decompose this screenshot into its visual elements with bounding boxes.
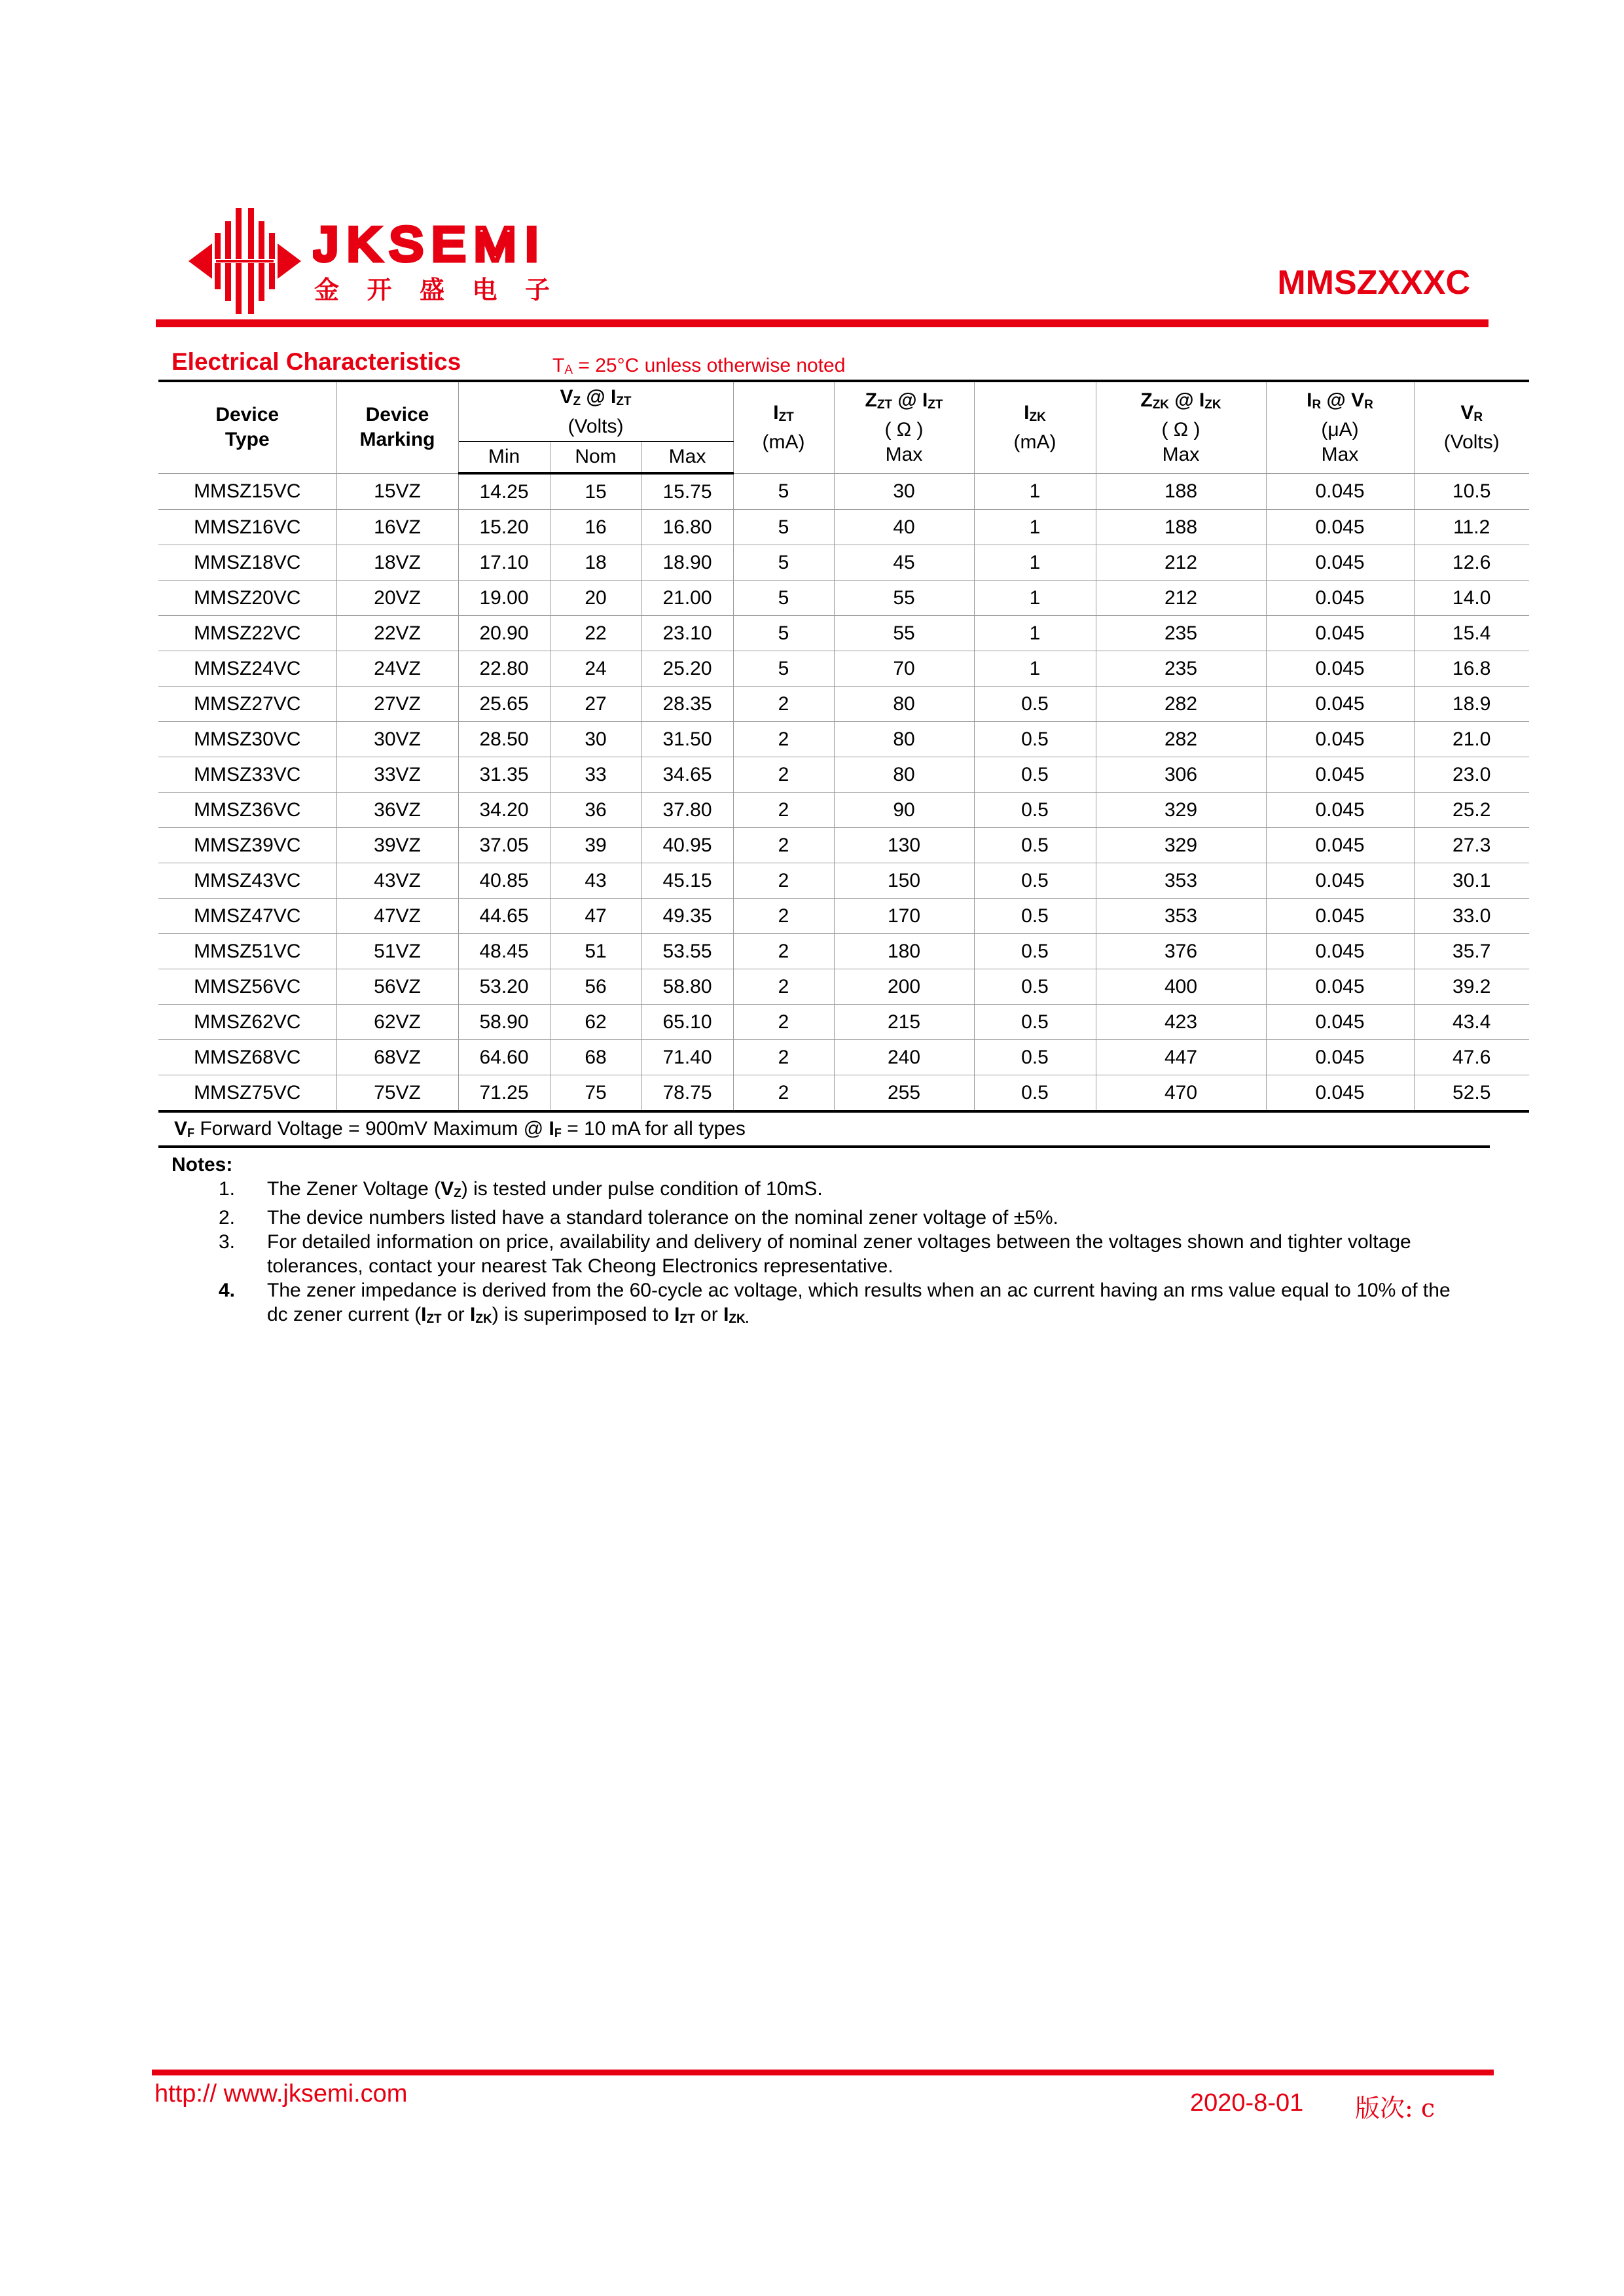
table-cell: 62VZ <box>336 1005 458 1040</box>
table-cell: 329 <box>1096 828 1266 863</box>
header-vz-nom: Nom <box>550 442 641 474</box>
table-cell: 0.5 <box>974 828 1096 863</box>
table-row <box>158 687 1529 722</box>
table-cell: 470 <box>1096 1075 1266 1112</box>
table-cell: 130 <box>834 828 974 863</box>
table-cell: 55 <box>834 616 974 651</box>
header-divider <box>156 319 1489 327</box>
table-cell: 0.045 <box>1266 828 1414 863</box>
table-cell: 282 <box>1096 687 1266 722</box>
table-cell: 0.5 <box>974 934 1096 969</box>
table-cell: 2 <box>733 1040 834 1075</box>
table-cell: 212 <box>1096 545 1266 581</box>
table-cell: 27VZ <box>336 687 458 722</box>
table-cell: 28.35 <box>641 687 733 722</box>
table-cell: 18 <box>550 545 641 581</box>
footer-website-link[interactable]: http:// www.jksemi.com <box>154 2080 408 2108</box>
table-cell: 18VZ <box>336 545 458 581</box>
table-cell: 2 <box>733 969 834 1005</box>
table-row <box>158 899 1529 934</box>
table-cell: 40.95 <box>641 828 733 863</box>
footer-divider <box>152 2070 1494 2075</box>
table-cell: 306 <box>1096 757 1266 793</box>
table-cell: 52.5 <box>1414 1075 1529 1112</box>
table-cell: 44.65 <box>458 899 550 934</box>
table-cell: 21.0 <box>1414 722 1529 757</box>
table-cell: 48.45 <box>458 934 550 969</box>
table-row <box>158 651 1529 687</box>
table-cell: MMSZ33VC <box>158 757 336 793</box>
table-cell: 37.05 <box>458 828 550 863</box>
table-cell: 14.0 <box>1414 581 1529 616</box>
table-cell: 68VZ <box>336 1040 458 1075</box>
table-cell: 53.55 <box>641 934 733 969</box>
header-vz-min: Min <box>458 442 550 474</box>
table-cell: 14.25 <box>458 473 550 510</box>
table-cell: 2 <box>733 1005 834 1040</box>
table-cell: 80 <box>834 687 974 722</box>
table-cell: 65.10 <box>641 1005 733 1040</box>
table-cell: 170 <box>834 899 974 934</box>
table-cell: 0.5 <box>974 1075 1096 1112</box>
table-cell: MMSZ30VC <box>158 722 336 757</box>
table-cell: 15.4 <box>1414 616 1529 651</box>
table-cell: 0.5 <box>974 899 1096 934</box>
table-cell: 53.20 <box>458 969 550 1005</box>
table-row <box>158 1005 1529 1040</box>
table-cell: MMSZ43VC <box>158 863 336 899</box>
table-cell: 19.00 <box>458 581 550 616</box>
table-cell: MMSZ18VC <box>158 545 336 581</box>
table-cell: 2 <box>733 934 834 969</box>
table-cell: 215 <box>834 1005 974 1040</box>
electrical-characteristics-table <box>158 380 1500 1148</box>
table-cell: 5 <box>733 651 834 687</box>
table-cell: 39VZ <box>336 828 458 863</box>
table-cell: 0.5 <box>974 1040 1096 1075</box>
header-zener-voltage: VZ @ IZT (Volts) <box>458 381 733 442</box>
table-cell: MMSZ75VC <box>158 1075 336 1112</box>
table-cell: 5 <box>733 616 834 651</box>
table-row <box>158 1040 1529 1075</box>
brand-cn-char: 开 <box>367 275 392 304</box>
table-row <box>158 828 1529 863</box>
table-cell: 2 <box>733 722 834 757</box>
table-cell: 212 <box>1096 581 1266 616</box>
table-cell: 16VZ <box>336 510 458 545</box>
table-cell: 43.4 <box>1414 1005 1529 1040</box>
table-cell: 188 <box>1096 510 1266 545</box>
brand-name: JKSEMI <box>313 221 547 267</box>
table-cell: MMSZ68VC <box>158 1040 336 1075</box>
table-cell: 0.5 <box>974 1005 1096 1040</box>
table-cell: 18.90 <box>641 545 733 581</box>
header-izk: IZK (mA) <box>974 381 1096 473</box>
table-cell: 20.90 <box>458 616 550 651</box>
table-cell: 16.8 <box>1414 651 1529 687</box>
table-cell: 1 <box>974 510 1096 545</box>
table-cell: 255 <box>834 1075 974 1112</box>
table-cell: 10.5 <box>1453 480 1491 502</box>
header-device-marking: Device Marking <box>336 381 458 473</box>
table-cell: 0.045 <box>1266 934 1414 969</box>
table-cell: 47VZ <box>336 899 458 934</box>
table-cell: MMSZ39VC <box>158 828 336 863</box>
table-cell: 15.75 <box>641 473 733 510</box>
table-cell: 235 <box>1096 651 1266 687</box>
brand-chinese-name <box>314 269 550 306</box>
table-cell: 188 <box>1096 473 1266 510</box>
table-cell: 2 <box>733 793 834 828</box>
table-cell: 33VZ <box>336 757 458 793</box>
table-cell: 0.045 <box>1266 510 1414 545</box>
forward-voltage-note: VF Forward Voltage = 900mV Maximum @ IF = 10 mA for all types <box>158 1113 1490 1148</box>
table-cell: 35.7 <box>1414 934 1529 969</box>
table-cell: 20 <box>550 581 641 616</box>
header-zzt: ZZT @ IZT ( Ω ) Max <box>834 381 974 473</box>
table-cell: 20VZ <box>336 581 458 616</box>
table-cell: 0.045 <box>1266 969 1414 1005</box>
table-cell: 0.045 <box>1266 473 1414 510</box>
table-cell: 90 <box>834 793 974 828</box>
table-cell: 0.045 <box>1266 1075 1414 1112</box>
table-cell: 34.65 <box>641 757 733 793</box>
brand-cn-char: 电 <box>472 275 497 304</box>
table-cell: 58.80 <box>641 969 733 1005</box>
table-cell: 47 <box>550 899 641 934</box>
table-cell: 22VZ <box>336 616 458 651</box>
table-cell: 5 <box>733 473 834 510</box>
table-cell: 11.2 <box>1414 510 1529 545</box>
footer-revision: 版次: c <box>1355 2094 1435 2123</box>
table-cell: 15.20 <box>458 510 550 545</box>
table-cell: 43VZ <box>336 863 458 899</box>
table-cell: 64.60 <box>458 1040 550 1075</box>
header-ir: IR @ VR (μA) Max <box>1266 381 1414 473</box>
table-cell: 0.5 <box>974 969 1096 1005</box>
table-body <box>158 473 1529 1111</box>
table-cell: 24 <box>550 651 641 687</box>
table-cell: 71.25 <box>458 1075 550 1112</box>
table-cell: 0.5 <box>974 863 1096 899</box>
header-zzk: ZZK @ IZK ( Ω ) Max <box>1096 381 1266 473</box>
table-cell: MMSZ62VC <box>158 1005 336 1040</box>
table-cell: 2 <box>733 899 834 934</box>
table-row <box>158 581 1529 616</box>
table-cell: 200 <box>834 969 974 1005</box>
jksemi-logo-icon <box>189 208 301 314</box>
table-cell: MMSZ15VC <box>158 473 336 510</box>
table-cell: 34.20 <box>458 793 550 828</box>
table-cell: 2 <box>733 757 834 793</box>
note-item: 3. For detailed information on price, availability and delivery of nominal zener voltages between the voltages shown and tighter voltage tolerances, contact your nearest Tak Cheong Electronics representative. <box>219 1231 1411 1277</box>
table-cell: MMSZ20VC <box>158 581 336 616</box>
table-cell: 18.9 <box>1414 687 1529 722</box>
brand-wordmark <box>313 221 549 267</box>
section-title: Electrical Characteristics <box>171 348 461 375</box>
table-cell: 56 <box>550 969 641 1005</box>
table-cell: 5 <box>733 510 834 545</box>
table-cell: 80 <box>834 757 974 793</box>
table-cell: 40.85 <box>458 863 550 899</box>
table-cell: 0.045 <box>1266 793 1414 828</box>
table-cell: 27.3 <box>1414 828 1529 863</box>
table-cell: 31.35 <box>458 757 550 793</box>
table-row <box>158 510 1529 545</box>
brand-cn-char: 盛 <box>419 275 444 304</box>
table-cell: 240 <box>834 1040 974 1075</box>
table-cell: 15 <box>550 473 641 510</box>
table-cell: 0.5 <box>974 793 1096 828</box>
table-cell: 70 <box>834 651 974 687</box>
table-row <box>158 934 1529 969</box>
table-cell: 75 <box>550 1075 641 1112</box>
table-cell: 68 <box>550 1040 641 1075</box>
table-cell: 0.045 <box>1266 899 1414 934</box>
table-cell: 75VZ <box>336 1075 458 1112</box>
table-row <box>158 1075 1529 1112</box>
table-cell: 353 <box>1096 863 1266 899</box>
table-cell: 80 <box>834 722 974 757</box>
table-row <box>158 757 1529 793</box>
table-cell: 150 <box>834 863 974 899</box>
header-vr: VR (Volts) <box>1414 381 1529 473</box>
table-cell: 5 <box>733 581 834 616</box>
table-cell: 16.80 <box>641 510 733 545</box>
table-row <box>158 793 1529 828</box>
table-cell: 0.5 <box>974 722 1096 757</box>
table-cell: 23.10 <box>641 616 733 651</box>
table-row <box>158 863 1529 899</box>
table-cell: 0.045 <box>1266 581 1414 616</box>
table-cell: 51VZ <box>336 934 458 969</box>
table-cell: 28.50 <box>458 722 550 757</box>
table-cell: 2 <box>733 1075 834 1112</box>
table-cell: 0.045 <box>1266 687 1414 722</box>
table-cell: 0.045 <box>1266 863 1414 899</box>
table-cell: 0.045 <box>1266 722 1414 757</box>
header-izt: IZT (mA) <box>733 381 834 473</box>
notes-title: Notes: <box>171 1154 233 1175</box>
table-cell: MMSZ27VC <box>158 687 336 722</box>
header-device-type: Device Type <box>158 381 336 473</box>
table-cell: MMSZ56VC <box>158 969 336 1005</box>
table-cell: 36VZ <box>336 793 458 828</box>
table-row <box>158 545 1529 581</box>
table-cell: 282 <box>1096 722 1266 757</box>
table-cell: 25.2 <box>1414 793 1529 828</box>
section-condition: $T_A = 25^\circ C$ unless otherwise noted <box>552 355 846 377</box>
table-cell: 180 <box>834 934 974 969</box>
table-cell: 22 <box>550 616 641 651</box>
table-cell: 56VZ <box>336 969 458 1005</box>
note-item: 1. The Zener Voltage (VZ) is tested under pulse condition of 10mS. <box>219 1178 823 1200</box>
table-row <box>158 616 1529 651</box>
table-cell: 30 <box>550 722 641 757</box>
table-cell: 47.6 <box>1414 1040 1529 1075</box>
table-cell: 0.5 <box>974 687 1096 722</box>
table-cell: 78.75 <box>641 1075 733 1112</box>
table-cell: 0.045 <box>1266 545 1414 581</box>
table-cell: MMSZ47VC <box>158 899 336 934</box>
table-cell: 353 <box>1096 899 1266 934</box>
table-cell: 55 <box>834 581 974 616</box>
table-cell: 5 <box>733 545 834 581</box>
table-cell: 15VZ <box>336 473 458 510</box>
table-cell: 25.20 <box>641 651 733 687</box>
brand-cn-char: 金 <box>314 275 340 304</box>
table-cell: 30.1 <box>1414 863 1529 899</box>
table-cell: 22.80 <box>458 651 550 687</box>
table-cell: 37.80 <box>641 793 733 828</box>
part-number-title: MMSZXXXC <box>1277 264 1470 302</box>
table-cell: 23.0 <box>1414 757 1529 793</box>
table-cell: 12.6 <box>1414 545 1529 581</box>
table-cell: 36 <box>550 793 641 828</box>
table-cell: 39 <box>550 828 641 863</box>
table-cell: 30 <box>834 473 974 510</box>
table-cell: 376 <box>1096 934 1266 969</box>
table-cell: 45.15 <box>641 863 733 899</box>
table-cell: 1 <box>974 616 1096 651</box>
table-cell: 33 <box>550 757 641 793</box>
table-cell: 33.0 <box>1414 899 1529 934</box>
table-cell: 400 <box>1096 969 1266 1005</box>
table-cell: 31.50 <box>641 722 733 757</box>
brand-cn-char: 子 <box>524 275 550 304</box>
notes-section <box>171 1153 1474 1331</box>
table-cell: 45 <box>834 545 974 581</box>
table-cell: 2 <box>733 863 834 899</box>
table-cell: 21.00 <box>641 581 733 616</box>
table-cell: 16 <box>550 510 641 545</box>
table-cell: 1 <box>974 581 1096 616</box>
table-cell: 39.2 <box>1414 969 1529 1005</box>
table-cell: 1 <box>974 651 1096 687</box>
table-cell: MMSZ51VC <box>158 934 336 969</box>
table-cell: 0.045 <box>1266 616 1414 651</box>
table-cell: 25.65 <box>458 687 550 722</box>
table-cell: 423 <box>1096 1005 1266 1040</box>
table-cell: 0.045 <box>1266 757 1414 793</box>
table-cell: 0.045 <box>1266 651 1414 687</box>
footer-date: 2020-8-01 <box>1190 2089 1304 2117</box>
note-item: 2. The device numbers listed have a standard tolerance on the nominal zener voltage of ±5%. <box>219 1207 1058 1229</box>
table-cell: 235 <box>1096 616 1266 651</box>
table-row <box>158 473 1529 510</box>
table-cell: 2 <box>733 687 834 722</box>
table-cell: 51 <box>550 934 641 969</box>
table-cell: 447 <box>1096 1040 1266 1075</box>
table-cell: 1 <box>974 473 1096 510</box>
table-cell: MMSZ16VC <box>158 510 336 545</box>
table-cell: 62 <box>550 1005 641 1040</box>
table-cell: 24VZ <box>336 651 458 687</box>
table-row <box>158 722 1529 757</box>
table-cell: 71.40 <box>641 1040 733 1075</box>
table-cell: 49.35 <box>641 899 733 934</box>
table-row <box>158 969 1529 1005</box>
table-cell: 329 <box>1096 793 1266 828</box>
table-cell: 0.5 <box>974 757 1096 793</box>
table-cell: MMSZ36VC <box>158 793 336 828</box>
table-cell: 1 <box>974 545 1096 581</box>
table-cell: 58.90 <box>458 1005 550 1040</box>
table-cell: 43 <box>550 863 641 899</box>
table-cell: 17.10 <box>458 545 550 581</box>
table-cell: 2 <box>733 828 834 863</box>
note-item: 4. The zener impedance is derived from the 60-cycle ac voltage, which results when an ac current having an rms value equal to 10% of the dc zener current (IZT or IZK) is superimposed to IZT or IZK. <box>219 1280 1451 1326</box>
table-cell: 40 <box>834 510 974 545</box>
table-cell: 30VZ <box>336 722 458 757</box>
table-cell: 0.045 <box>1266 1005 1414 1040</box>
table-cell: 0.045 <box>1266 1040 1414 1075</box>
table-cell: 27 <box>550 687 641 722</box>
table-cell: MMSZ22VC <box>158 616 336 651</box>
table-cell: MMSZ24VC <box>158 651 336 687</box>
header-vz-max: Max <box>641 442 733 474</box>
